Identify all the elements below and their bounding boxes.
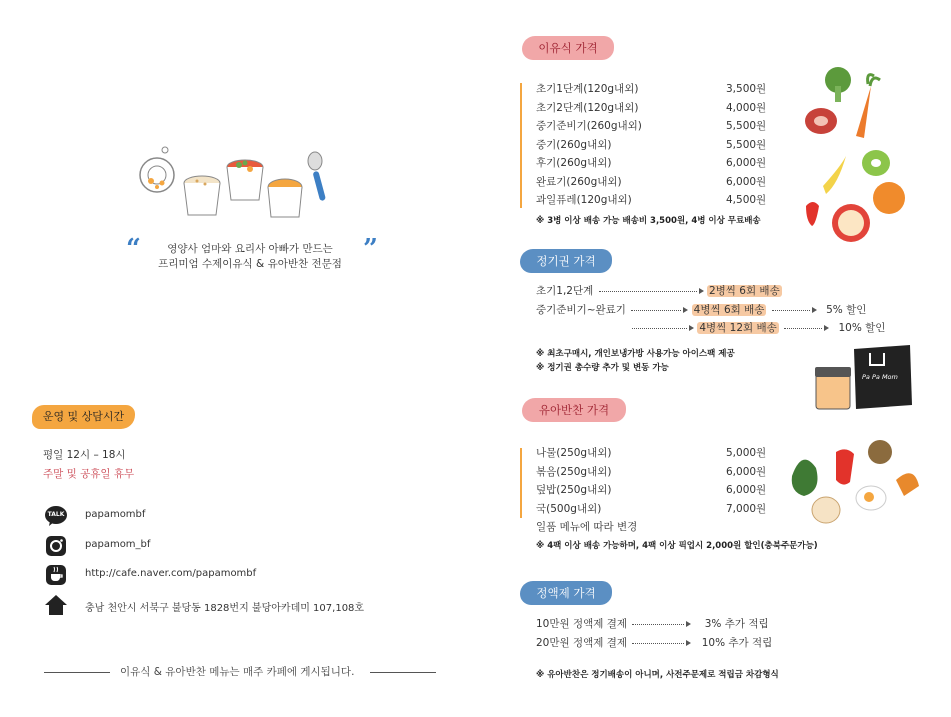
side-dish-note: ※ 4팩 이상 배송 가능하며, 4팩 이상 픽업시 2,000원 할인(충북주문가능) <box>536 541 818 551</box>
price-row <box>536 444 776 463</box>
prepaid-benefit: 10% 추가 적립 <box>701 637 773 649</box>
tagline <box>126 234 378 272</box>
naver-cafe-url[interactable]: http://cafe.naver.com/papamombf <box>85 568 257 579</box>
subscription-discount: 10% 할인 <box>838 322 886 334</box>
arrow-icon <box>686 621 691 627</box>
dotted-leader <box>772 310 810 311</box>
item-price: 6,000원 <box>726 157 767 169</box>
item-name: 과일퓨레(120g내외) <box>536 194 632 206</box>
price-row <box>536 99 776 118</box>
item-price: 5,500원 <box>726 120 767 132</box>
arrow-icon <box>824 325 829 331</box>
price-row <box>536 154 776 173</box>
hours-weekday: 평일 12시 – 18시 <box>43 449 126 461</box>
item-name: 초기1단계(120g내외) <box>536 83 639 95</box>
open-quote-icon: “ <box>126 234 141 264</box>
item-name: 완료기(260g내외) <box>536 175 622 188</box>
home-icon <box>45 594 67 616</box>
item-price: 4,500원 <box>726 194 767 206</box>
side-dish-title: 유아반찬 가격 <box>538 403 610 417</box>
hours-closed: 주말 및 공휴일 휴무 <box>43 468 135 480</box>
subscription-note-1: ※ 최초구매시, 개인보냉가방 사용가능 아이스팩 제공 <box>536 349 735 359</box>
subscription-plan: 4병씩 6회 배송 <box>693 304 765 316</box>
item-name: 중기준비기(260g내외) <box>536 120 642 132</box>
prepaid-title-badge <box>520 581 612 605</box>
item-name: 덮밥(250g내외) <box>536 484 612 496</box>
kakaotalk-icon[interactable] <box>45 505 67 527</box>
arrow-icon <box>689 325 694 331</box>
baby-food-illustration <box>135 145 335 225</box>
prepaid-label: 20만원 정액제 결제 <box>536 637 628 649</box>
item-name: 나물(250g내외) <box>536 447 612 459</box>
price-row <box>536 136 776 155</box>
arrow-icon <box>683 307 688 313</box>
bag-logo: Pa Pa Mom <box>862 373 898 381</box>
arrow-icon <box>699 288 704 294</box>
item-name: 볶음(250g내외) <box>536 465 612 478</box>
arrow-icon <box>686 640 691 646</box>
side-dish-extra: 일품 메뉴에 따라 변경 <box>536 521 638 533</box>
item-price: 6,000원 <box>726 465 767 478</box>
baby-food-price-list <box>536 80 776 210</box>
baby-food-accent-bar <box>520 83 522 208</box>
baby-food-title: 이유식 가격 <box>538 41 598 55</box>
kakaotalk-id[interactable]: papamombf <box>85 509 146 520</box>
tagline-line-1: 영양사 엄마와 요리사 아빠가 만드는 <box>167 243 333 255</box>
footer-rule-right <box>370 672 436 673</box>
dotted-leader <box>632 643 684 644</box>
price-row <box>536 463 776 482</box>
price-row <box>536 191 776 210</box>
dotted-leader <box>784 328 822 329</box>
subscription-title-badge <box>520 249 612 273</box>
dotted-leader <box>632 624 684 625</box>
item-price: 7,000원 <box>726 502 767 515</box>
dotted-leader <box>631 310 681 311</box>
item-name: 후기(260g내외) <box>536 157 612 169</box>
kakao-badge-text: TALK <box>47 511 65 518</box>
subscription-row-early <box>536 282 782 301</box>
price-row <box>536 500 776 519</box>
item-name: 국(500g내외) <box>536 502 602 515</box>
hours-title: 운영 및 상담시간 <box>42 410 125 423</box>
arrow-icon <box>812 307 817 313</box>
footer-rule-left <box>44 672 110 673</box>
subscription-plan: 4병씩 12회 배송 <box>699 322 777 334</box>
item-price: 5,000원 <box>726 447 767 459</box>
dotted-leader <box>632 328 687 329</box>
subscription-title: 정기권 가격 <box>536 254 596 268</box>
price-row <box>536 80 776 99</box>
price-row <box>536 173 776 192</box>
item-name: 중기(260g내외) <box>536 138 612 151</box>
baby-food-note: ※ 3병 이상 배송 가능 배송비 3,500원, 4병 이상 무료배송 <box>536 216 761 226</box>
close-quote-icon: ” <box>363 234 378 264</box>
price-row <box>536 117 776 136</box>
item-price: 5,500원 <box>726 138 767 151</box>
vegetables-illustration <box>796 66 911 246</box>
subscription-discount: 5% 할인 <box>826 304 867 316</box>
tagline-line-2: 프리미엄 수제이유식 & 유아반찬 전문점 <box>158 258 342 270</box>
instagram-icon[interactable] <box>45 535 67 557</box>
side-dish-price-list <box>536 444 776 537</box>
item-price: 6,000원 <box>726 484 767 496</box>
footer-note: 이유식 & 유아반찬 메뉴는 매주 카페에 게시됩니다. <box>120 666 355 678</box>
item-name: 초기2단계(120g내외) <box>536 101 639 114</box>
price-row <box>536 481 776 500</box>
prepaid-title: 정액제 가격 <box>536 586 596 600</box>
prepaid-row-200k <box>536 634 772 653</box>
subscription-row-mid <box>536 301 866 320</box>
prepaid-label: 10만원 정액제 결제 <box>536 618 628 630</box>
naver-cafe-icon[interactable] <box>45 564 67 586</box>
hours-title-badge <box>32 405 135 429</box>
baby-food-title-badge <box>522 36 614 60</box>
item-price: 6,000원 <box>726 175 767 188</box>
prepaid-row-100k <box>536 615 769 634</box>
dotted-leader <box>599 291 697 292</box>
side-dish-title-badge <box>522 398 626 422</box>
item-price: 4,000원 <box>726 101 767 114</box>
subscription-row-long <box>630 319 885 338</box>
subscription-label: 초기1,2단계 <box>536 285 594 297</box>
prepaid-note: ※ 유아반찬은 정기배송이 아니며, 사전주문제로 적립금 차감형식 <box>536 670 779 680</box>
item-price: 3,500원 <box>726 83 767 95</box>
side-dish-accent-bar <box>520 448 522 518</box>
address: 충남 천안시 서북구 불당동 1828번지 불당아카데미 107,108호 <box>85 603 365 614</box>
prepaid-benefit: 3% 추가 적립 <box>704 618 769 630</box>
cooler-bag-illustration <box>812 343 914 413</box>
subscription-label: 중기준비기~완료기 <box>536 304 626 316</box>
subscription-plan: 2병씩 6회 배송 <box>708 285 780 297</box>
side-dish-vegetables-illustration <box>786 436 921 526</box>
subscription-note-2: ※ 정기권 총수량 추가 및 변동 가능 <box>536 363 669 373</box>
instagram-id[interactable]: papamom_bf <box>85 539 151 550</box>
